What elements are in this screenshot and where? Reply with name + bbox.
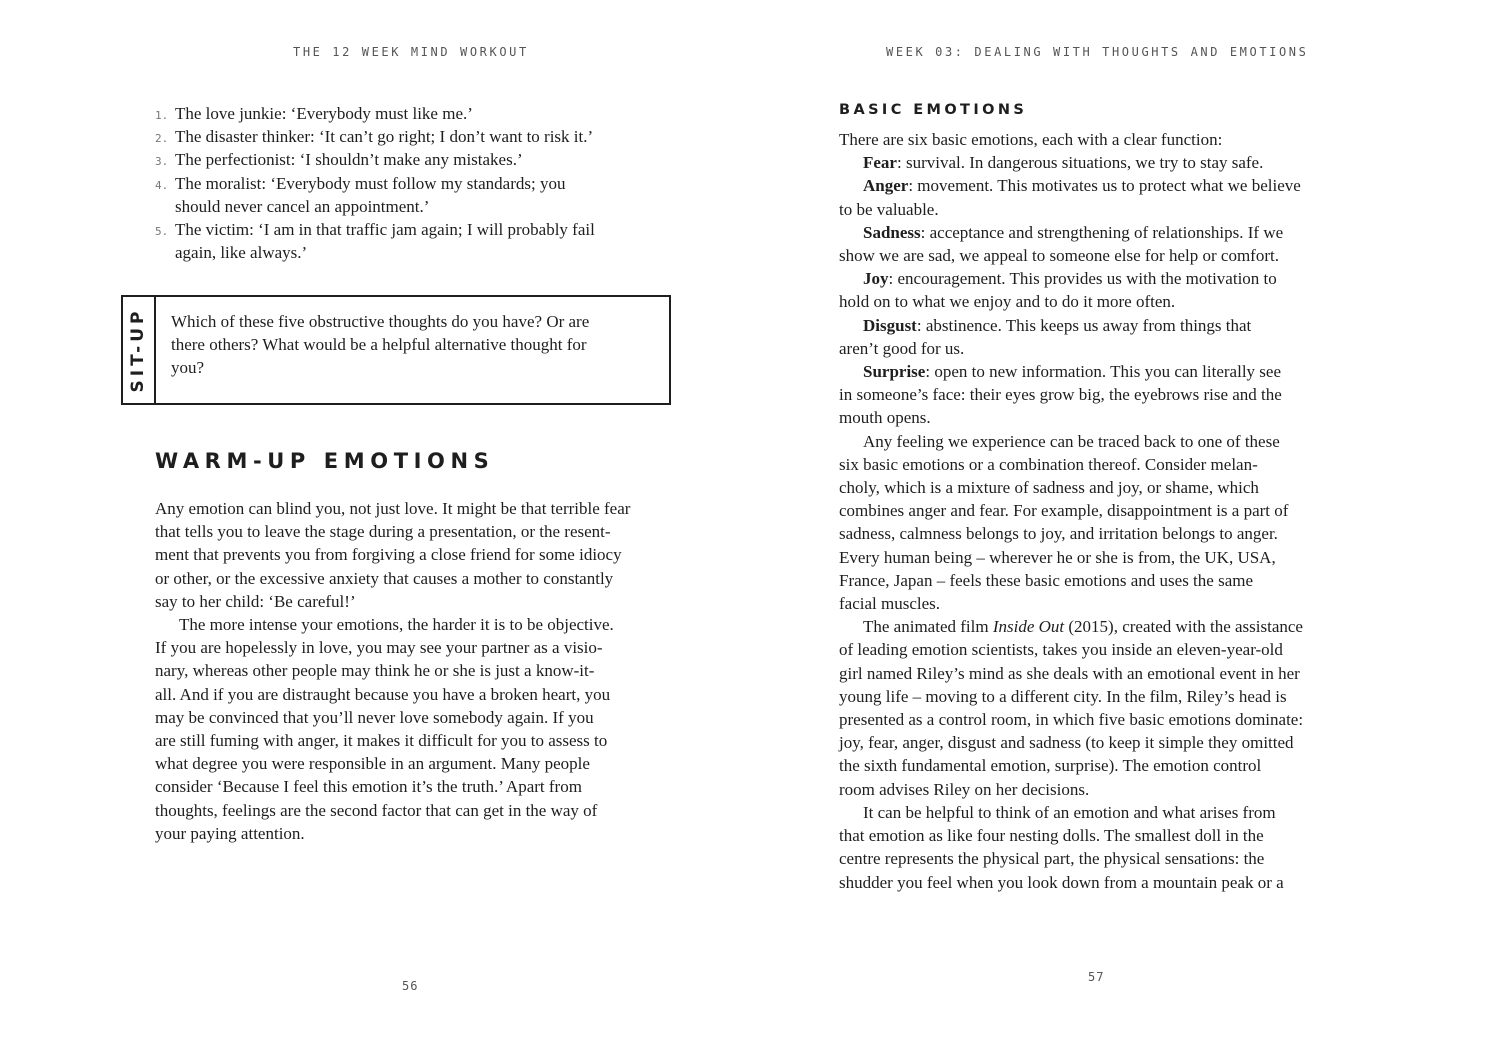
film-title: Inside Out <box>992 617 1065 637</box>
running-head: THE 12 WEEK MIND WORKOUT <box>293 45 529 59</box>
list-item-text: The victim: ‘I am in that traffic jam again; I will probably fail <box>175 220 595 240</box>
emotion-term: Sadness <box>863 222 921 242</box>
text-line: sadness, calmness belongs to joy, and irritation belongs to anger. <box>839 524 1278 544</box>
text-line: consider ‘Because I feel this emotion it’s the truth.’ Apart from <box>155 777 582 797</box>
text-line: mouth opens. <box>839 408 931 428</box>
list-item <box>155 125 675 148</box>
list-item-text: The love junkie: ‘Everybody must like me.’ <box>175 104 473 123</box>
list-item-text: again, like always.’ <box>175 243 308 263</box>
text-line: aren’t good for us. <box>839 338 965 358</box>
text-line: you? <box>171 358 205 378</box>
text-line: centre represents the physical part, the physical sensations: the <box>839 849 1265 869</box>
body-text <box>839 128 1355 894</box>
running-head: WEEK 03: DEALING WITH THOUGHTS AND EMOTIONS <box>886 45 1309 59</box>
emotion-term: Surprise <box>863 362 926 382</box>
text-line: choly, which is a mixture of sadness and joy, or shame, which <box>839 478 1259 498</box>
text-line: joy, fear, anger, disgust and sadness (to keep it simple they omitted <box>839 733 1294 753</box>
emotion-definition: : movement. This motivates us to protect what we believe <box>908 176 1301 196</box>
text-line: presented as a control room, in which five basic emotions dominate: <box>839 710 1304 730</box>
right-page <box>748 0 1496 1037</box>
text-line: room advises Riley on her decisions. <box>839 779 1090 799</box>
page-number: 57 <box>1088 970 1105 984</box>
list-item <box>155 148 675 171</box>
text-line: to be valuable. <box>839 199 939 219</box>
text-line: the sixth fundamental emotion, surprise). The emotion control <box>839 756 1262 776</box>
list-item <box>155 218 675 264</box>
text-line: ment that prevents you from forgiving a close friend for some idiocy <box>155 545 622 565</box>
obstructive-thoughts-list <box>155 102 675 264</box>
text-line: show we are sad, we appeal to someone else for help or comfort. <box>839 246 1279 266</box>
text-line: there others? What would be a helpful alternative thought for <box>171 335 587 355</box>
text-line: Any emotion can blind you, not just love. It might be that terrible fear <box>155 499 631 518</box>
list-item-text: The moralist: ‘Everybody must follow my standards; you <box>175 173 566 193</box>
text-fragment: (2015), created with the assistance <box>1064 617 1303 637</box>
text-line: or other, or the excessive anxiety that causes a mother to constantly <box>155 568 614 588</box>
text-line: your paying attention. <box>155 823 305 843</box>
text-line: young life – moving to a different city. In the film, Riley’s head is <box>839 686 1287 706</box>
text-line: may be convinced that you’ll never love somebody again. If you <box>155 707 594 727</box>
text-line: all. And if you are distraught because you have a broken heart, you <box>155 684 611 704</box>
list-item-text: should never cancel an appointment.’ <box>175 196 430 216</box>
emotion-term: Anger <box>863 176 909 196</box>
list-item-text: The disaster thinker: ‘It can’t go right; I don’t want to risk it.’ <box>175 127 594 147</box>
sit-up-exercise-box <box>121 295 671 405</box>
emotion-term: Disgust <box>863 315 917 335</box>
list-number: 1. <box>155 109 169 122</box>
text-line: hold on to what we enjoy and to do it more often. <box>839 292 1176 312</box>
text-line: girl named Riley’s mind as she deals with an emotional event in her <box>839 663 1300 683</box>
text-line: that tells you to leave the stage during a presentation, or the resent- <box>155 522 611 542</box>
list-item <box>155 102 675 125</box>
text-line: six basic emotions or a combination thereof. Consider melan- <box>839 454 1258 474</box>
text-line: say to her child: ‘Be careful!’ <box>155 591 356 611</box>
list-item <box>155 172 675 218</box>
emotion-definition: : open to new information. This you can literally see <box>925 362 1281 382</box>
text-line <box>839 615 1355 638</box>
list-number: 4. <box>155 178 169 192</box>
text-line: Any feeling we experience can be traced back to one of these <box>863 431 1280 451</box>
text-fragment: The animated film <box>863 617 993 637</box>
text-line: of leading emotion scientists, takes you inside an eleven-year-old <box>839 640 1283 660</box>
text-line: There are six basic emotions, each with a clear function: <box>839 130 1223 149</box>
text-line: The more intense your emotions, the harder it is to be objective. <box>179 615 614 635</box>
list-number: 5. <box>155 225 169 239</box>
emotion-definition: : acceptance and strengthening of relationships. If we <box>920 222 1284 242</box>
list-number: 2. <box>155 132 169 146</box>
emotion-entry <box>839 174 1355 197</box>
sit-up-label: SIT-UP <box>128 307 148 393</box>
emotion-entry <box>839 151 1355 174</box>
body-text <box>155 497 675 845</box>
section-heading-warm-up: WARM-UP EMOTIONS <box>155 449 495 473</box>
text-line: in someone’s face: their eyes grow big, the eyebrows rise and the <box>839 385 1282 405</box>
text-line: what degree you were responsible in an argument. Many people <box>155 754 590 774</box>
text-line: shudder you feel when you look down from a mountain peak or a <box>839 872 1284 892</box>
text-line: combines anger and fear. For example, disappointment is a part of <box>839 501 1289 521</box>
emotion-definition: : encouragement. This provides us with the motivation to <box>888 269 1277 289</box>
emotion-term: Joy <box>863 269 889 289</box>
text-line: are still fuming with anger, it makes it difficult for you to assess to <box>155 731 608 751</box>
text-line: facial muscles. <box>839 594 941 614</box>
list-item-text: The perfectionist: ‘I shouldn’t make any mistakes.’ <box>175 150 523 170</box>
list-number: 3. <box>155 155 169 169</box>
text-line: It can be helpful to think of an emotion and what arises from <box>863 802 1276 822</box>
text-line: that emotion as like four nesting dolls. The smallest doll in the <box>839 826 1264 846</box>
text-line: Every human being – wherever he or she is from, the UK, USA, <box>839 547 1276 567</box>
emotion-definition: : survival. In dangerous situations, we try to stay safe. <box>896 153 1264 173</box>
page-number: 56 <box>402 979 419 993</box>
text-line: thoughts, feelings are the second factor that can get in the way of <box>155 800 598 820</box>
emotion-entry <box>839 360 1355 383</box>
emotion-entry <box>839 314 1355 337</box>
emotion-term: Fear <box>863 153 897 173</box>
text-line: nary, whereas other people may think he or she is just a know-it- <box>155 661 595 681</box>
section-heading-basic-emotions: BASIC EMOTIONS <box>839 102 1028 118</box>
emotion-entry <box>839 267 1355 290</box>
text-line: France, Japan – feels these basic emotions and uses the same <box>839 570 1254 590</box>
sit-up-question <box>171 310 661 380</box>
sit-up-tab <box>123 297 156 403</box>
text-line: If you are hopelessly in love, you may see your partner as a visio- <box>155 638 603 658</box>
text-line: Which of these five obstructive thoughts do you have? Or are <box>171 312 590 331</box>
emotion-definition: : abstinence. This keeps us away from things that <box>916 315 1252 335</box>
emotion-entry <box>839 221 1355 244</box>
